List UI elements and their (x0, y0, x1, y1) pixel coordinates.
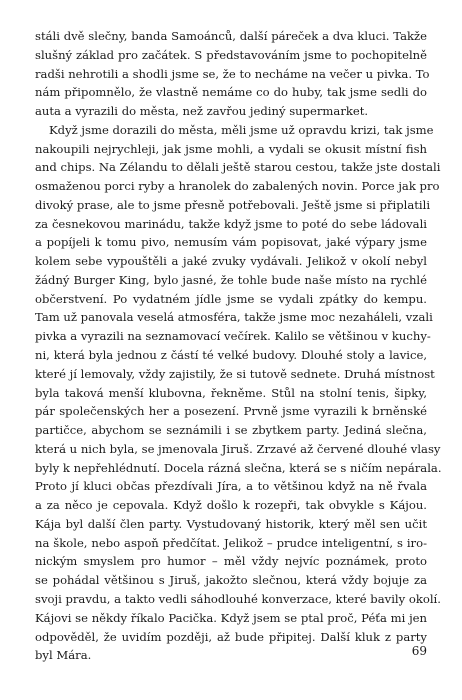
text-line: které jí lemovaly, vždy zajistily, že si tutově sednete. Druhá místnost (35, 366, 435, 381)
text-line: za česnekovou marinádu, takže když jsme to poté do sebe ládovali (35, 216, 427, 231)
paragraph-first-line: Když jsme dorazili do města, měli jsme už opravdu krizi, tak jsme (49, 122, 434, 137)
text-line: kolem sebe vypouštěli a jaké zvuky vydávali. Jelikož v okolí nebyl (35, 254, 427, 269)
text-line: byl Mára. (35, 648, 92, 663)
text-line: se pohádal většinou s Jiruš, jakožto slečnou, která vždy bojuje za (35, 573, 427, 588)
text-line: radši nehrotili a shodli jsme se, že to necháme na večer u pivka. To (35, 66, 430, 81)
text-line: partičce, abychom se seznámili i se zbytkem party. Jediná slečna, (35, 423, 427, 438)
text-line: auta a vyrazili do města, než zavřou jediný supermarket. (35, 104, 369, 119)
text-line: svoji pravdu, a takto vedli sáhodlouhé konverzace, které bavily okolí. (35, 591, 441, 606)
text-line: nickým smyslem pro humor – měl vždy nejvíc poznámek, proto (35, 554, 427, 569)
body-text (35, 27, 442, 665)
text-line: Proto jí kluci občas přezdívali Jíra, a to většinou když na ně řvala (35, 479, 427, 494)
text-line: Kája byl další člen party. Vystudovaný historik, který měl sen učit (35, 516, 427, 531)
text-line: divoký prase, ale to jsme přesně potřebovali. Ještě jsme si připlatili (35, 197, 431, 212)
text-line: Kájovi se někdy říkalo Pacička. Když jsem se ptal proč, Péťa mi jen (35, 610, 427, 625)
text-line: byly k nepřehlédnutí. Docela rázná slečna, která se s ničím nepárala. (35, 460, 442, 475)
text-line: občerstvení. Po vydatném jídle jsme se vydali zpátky do kempu. (35, 291, 427, 306)
text-line: pivka a vyrazili na seznamovací večírek. Kalilo se většinou v kuchy- (35, 329, 431, 344)
text-line: byla taková menší klubovna, řekněme. Stůl na stolní tenis, šipky, (35, 385, 427, 400)
text-line: and chips. Na Zélandu to dělali ještě starou cestou, takže jste dostali (35, 160, 441, 175)
text-line: na škole, nebo aspoň předčítat. Jelikož – prudce inteligentní, s iro- (35, 535, 427, 550)
text-line: žádný Burger King, bylo jasné, že tohle bude naše místo na rychlé (35, 272, 427, 287)
text-line: a za něco je cepovala. Když došlo k rozepři, tak obvykle s Kájou. (35, 498, 427, 513)
page-number: 69 (411, 644, 427, 658)
text-line: odpověděl, že uvidím později, až bude připitej. Další kluk z party (35, 629, 427, 644)
text-line: slušný základ pro začátek. S představováním jsme to pochopitelně (35, 47, 427, 62)
text-line: Tam už panovala veselá atmosféra, takže jsme moc nezaháleli, vzali (35, 310, 433, 325)
text-line: a popíjeli k tomu pivo, nemusím vám popisovat, jaké výpary jsme (35, 235, 427, 250)
text-line: která u nich byla, se jmenovala Jiruš. Zrzavé až červené dlouhé vlasy (35, 441, 441, 456)
text-line: nakoupili nejrychleji, jak jsme mohli, a vydali se okusit místní fish (35, 141, 427, 156)
text-line: nám připomnělo, že vlastně nemáme co do huby, tak jsme sedli do (35, 85, 427, 100)
text-line: stáli dvě slečny, banda Samoánců, další páreček a dva kluci. Takže (35, 29, 427, 43)
text-line: pár společenských her a posezení. Prvně jsme vyrazili k brněnské (35, 404, 427, 419)
text-line: osmaženou porci ryby a hranolek do zabalených novin. Porce jak pro (35, 179, 440, 194)
text-line: ni, která byla jednou z částí té velké budovy. Dlouhé stoly a lavice, (35, 348, 427, 363)
